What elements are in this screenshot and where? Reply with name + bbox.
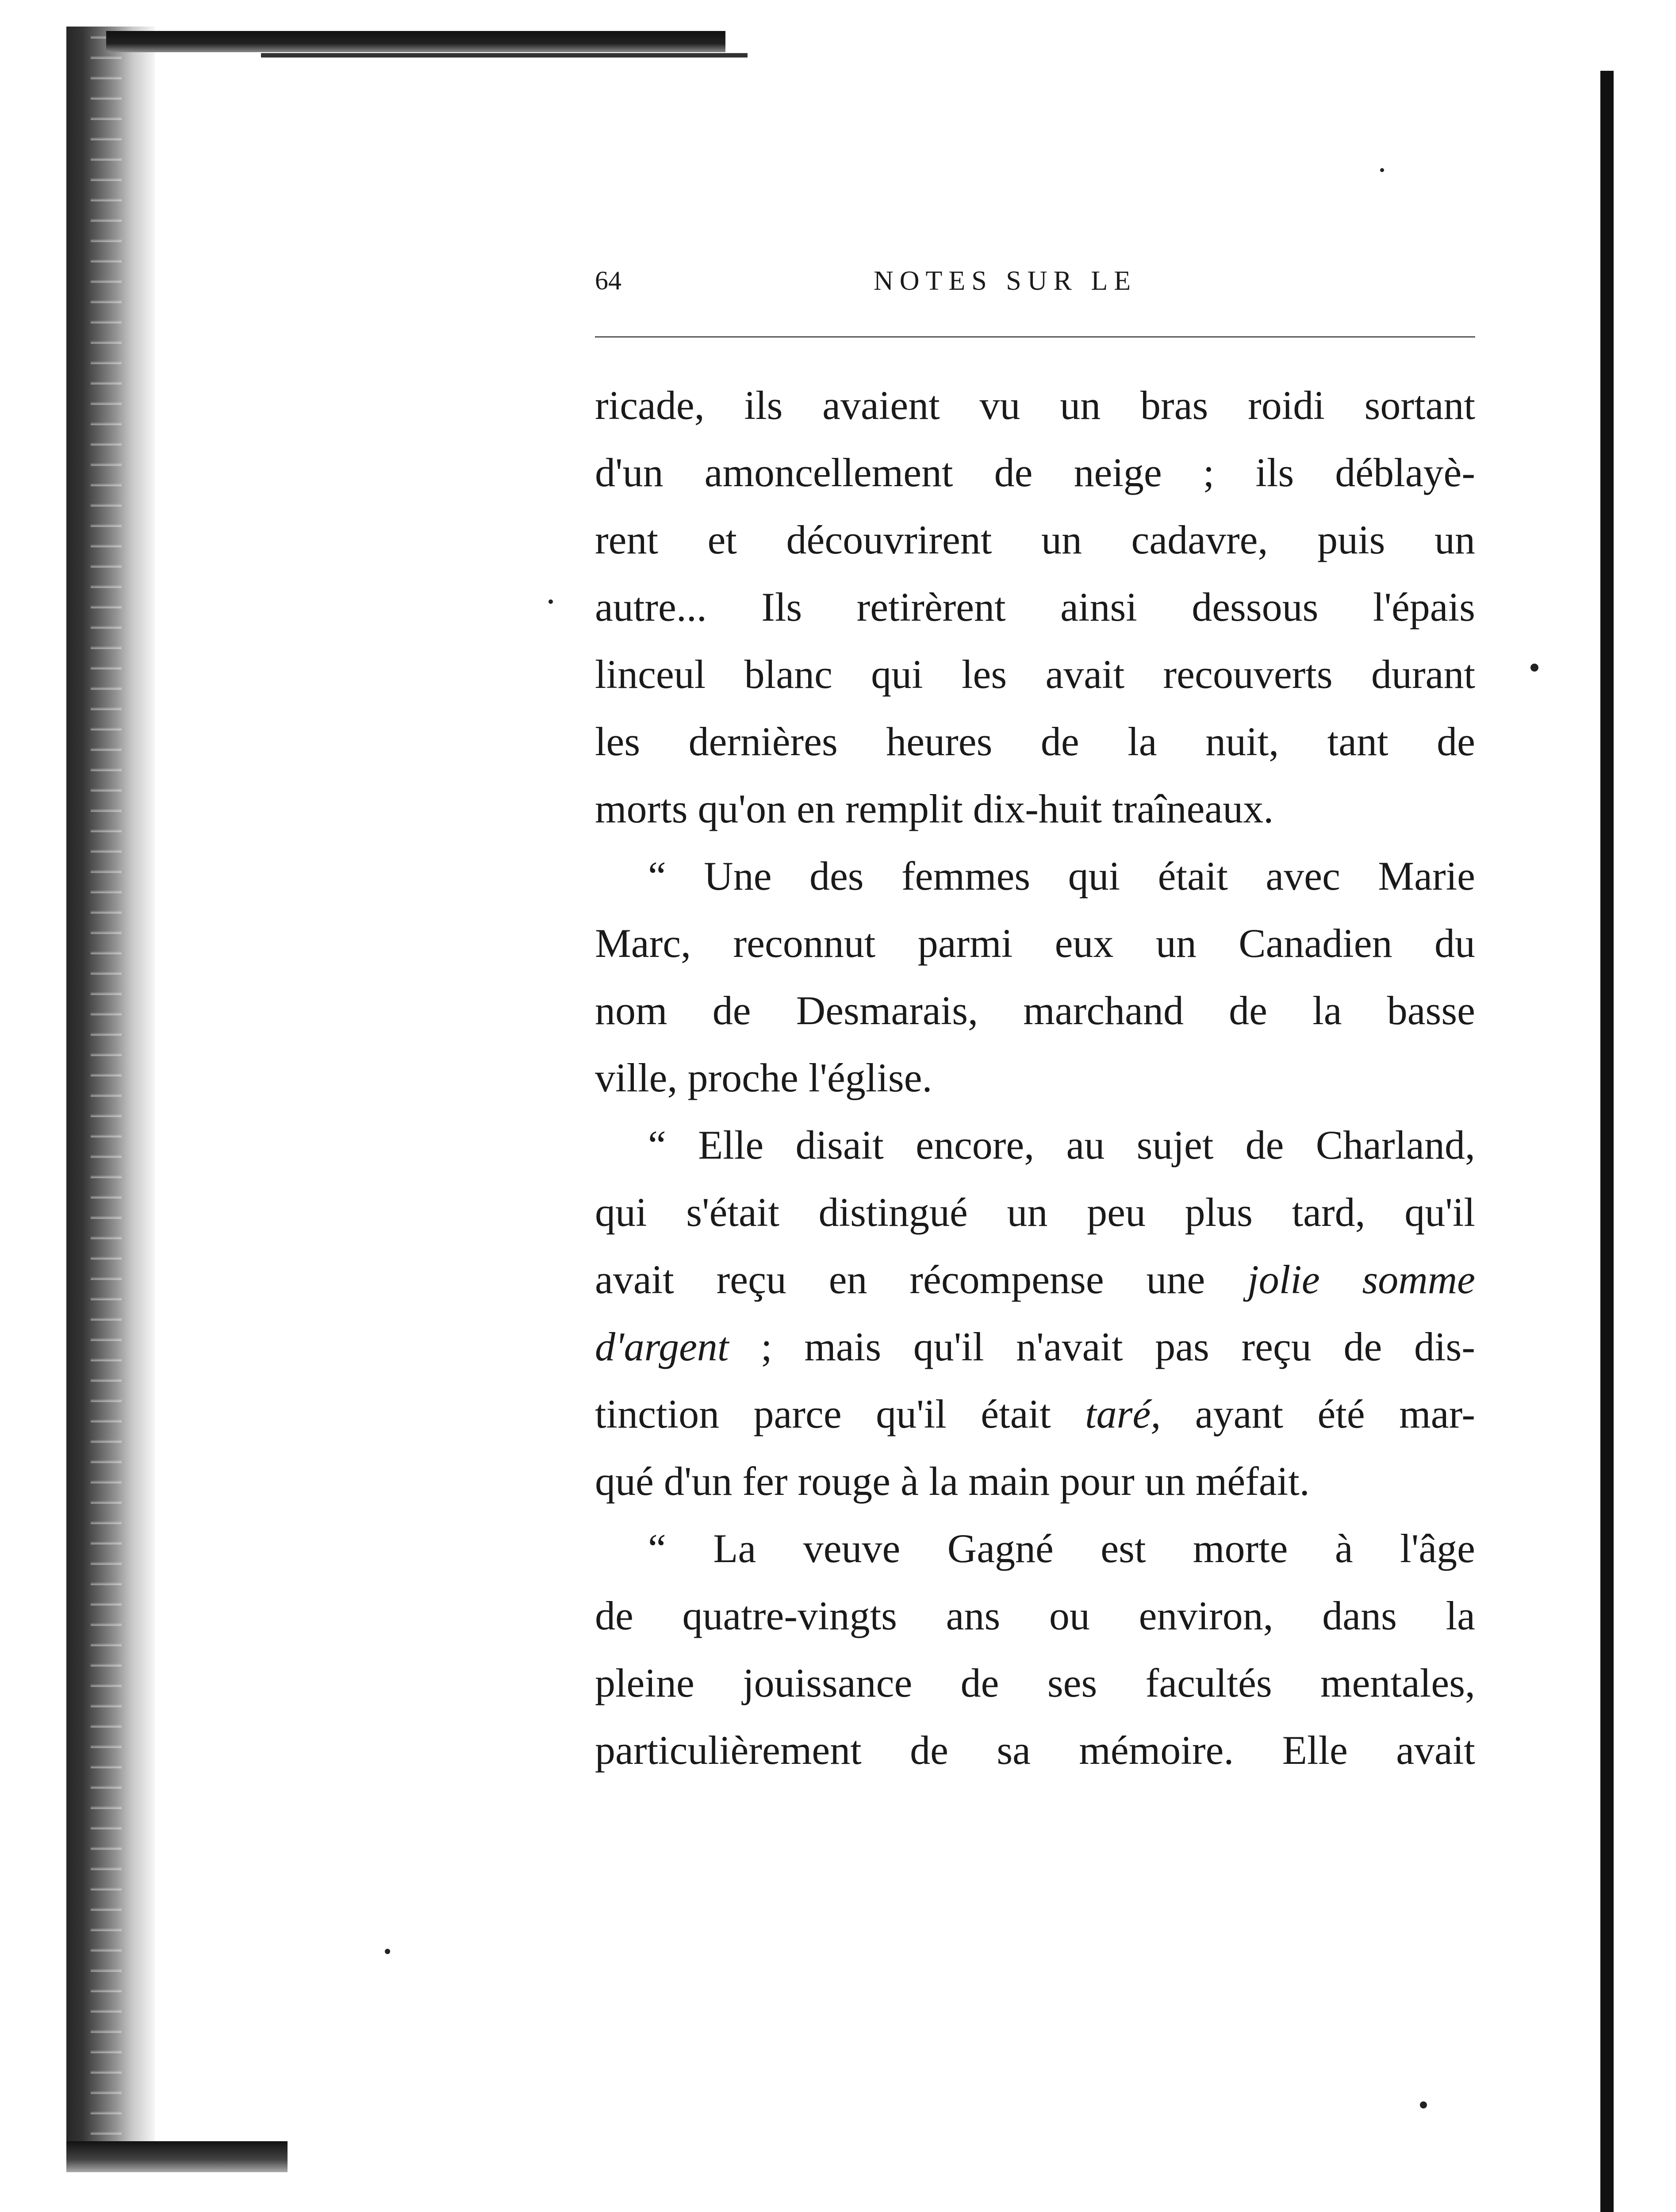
paragraph: [595, 1515, 1475, 1784]
text-line: rent et découvrirent un cadavre, puis un: [595, 517, 1475, 562]
paragraph: [595, 372, 1475, 842]
body-text: [595, 372, 1475, 1784]
scan-edge-right: [1600, 71, 1614, 2212]
text-line: pleine jouissance de ses facultés mentales,: [595, 1660, 1475, 1705]
text-line: ricade, ils avaient vu un bras roidi sortant: [595, 383, 1475, 428]
page-number: 64: [595, 266, 621, 295]
text-segment: avait reçu en récompense une: [595, 1257, 1248, 1302]
scan-speck: [548, 599, 553, 604]
scan-speck: [1530, 664, 1538, 672]
text-line: [595, 1380, 1475, 1448]
header-rule: [595, 336, 1475, 338]
scan-edge-top: [106, 31, 725, 52]
text-segment: ayant été mar-: [1161, 1391, 1475, 1436]
scan-speck: [385, 1949, 390, 1954]
paragraph: [595, 1111, 1475, 1515]
text-line: qué d'un fer rouge à la main pour un méfait.: [595, 1459, 1310, 1504]
italic-segment: d'argent: [595, 1324, 729, 1369]
scan-speck: [1420, 2101, 1427, 2108]
paragraph: [595, 842, 1475, 1111]
scan-edge-left-texture: [91, 27, 122, 2172]
text-line: les dernières heures de la nuit, tant de: [595, 719, 1475, 764]
text-line: morts qu'on en remplit dix-huit traîneaux.: [595, 786, 1274, 831]
text-segment: tinction parce qu'il était: [595, 1391, 1085, 1436]
text-line: [595, 1313, 1475, 1380]
text-line: “ Une des femmes qui était avec Marie: [648, 853, 1475, 899]
text-line: “ Elle disait encore, au sujet de Charland,: [648, 1122, 1475, 1167]
italic-segment: jolie somme: [1247, 1257, 1475, 1302]
italic-segment: taré,: [1085, 1391, 1161, 1436]
text-line: particulièrement de sa mémoire. Elle avait: [595, 1728, 1475, 1773]
scan-speck: [1380, 168, 1384, 172]
text-line: d'un amoncellement de neige ; ils déblayè-: [595, 450, 1475, 495]
text-line: qui s'était distingué un peu plus tard, qu'il: [595, 1190, 1475, 1235]
scan-edge-top-line: [261, 53, 748, 58]
text-line: de quatre-vingts ans ou environ, dans la: [595, 1593, 1475, 1638]
page-header: [595, 265, 1475, 310]
text-line: linceul blanc qui les avait recouverts durant: [595, 652, 1475, 697]
text-line: nom de Desmarais, marchand de la basse: [595, 988, 1475, 1033]
text-line: “ La veuve Gagné est morte à l'âge: [648, 1526, 1475, 1571]
text-line: [595, 1246, 1475, 1313]
text-line: autre... Ils retirèrent ainsi dessous l'épais: [595, 584, 1475, 630]
text-line: Marc, reconnut parmi eux un Canadien du: [595, 921, 1475, 966]
running-head: NOTES SUR LE: [874, 266, 1137, 296]
text-segment: ; mais qu'il n'avait pas reçu de dis-: [729, 1324, 1475, 1369]
text-line: ville, proche l'église.: [595, 1055, 932, 1100]
scan-edge-bottom-left: [66, 2141, 288, 2172]
